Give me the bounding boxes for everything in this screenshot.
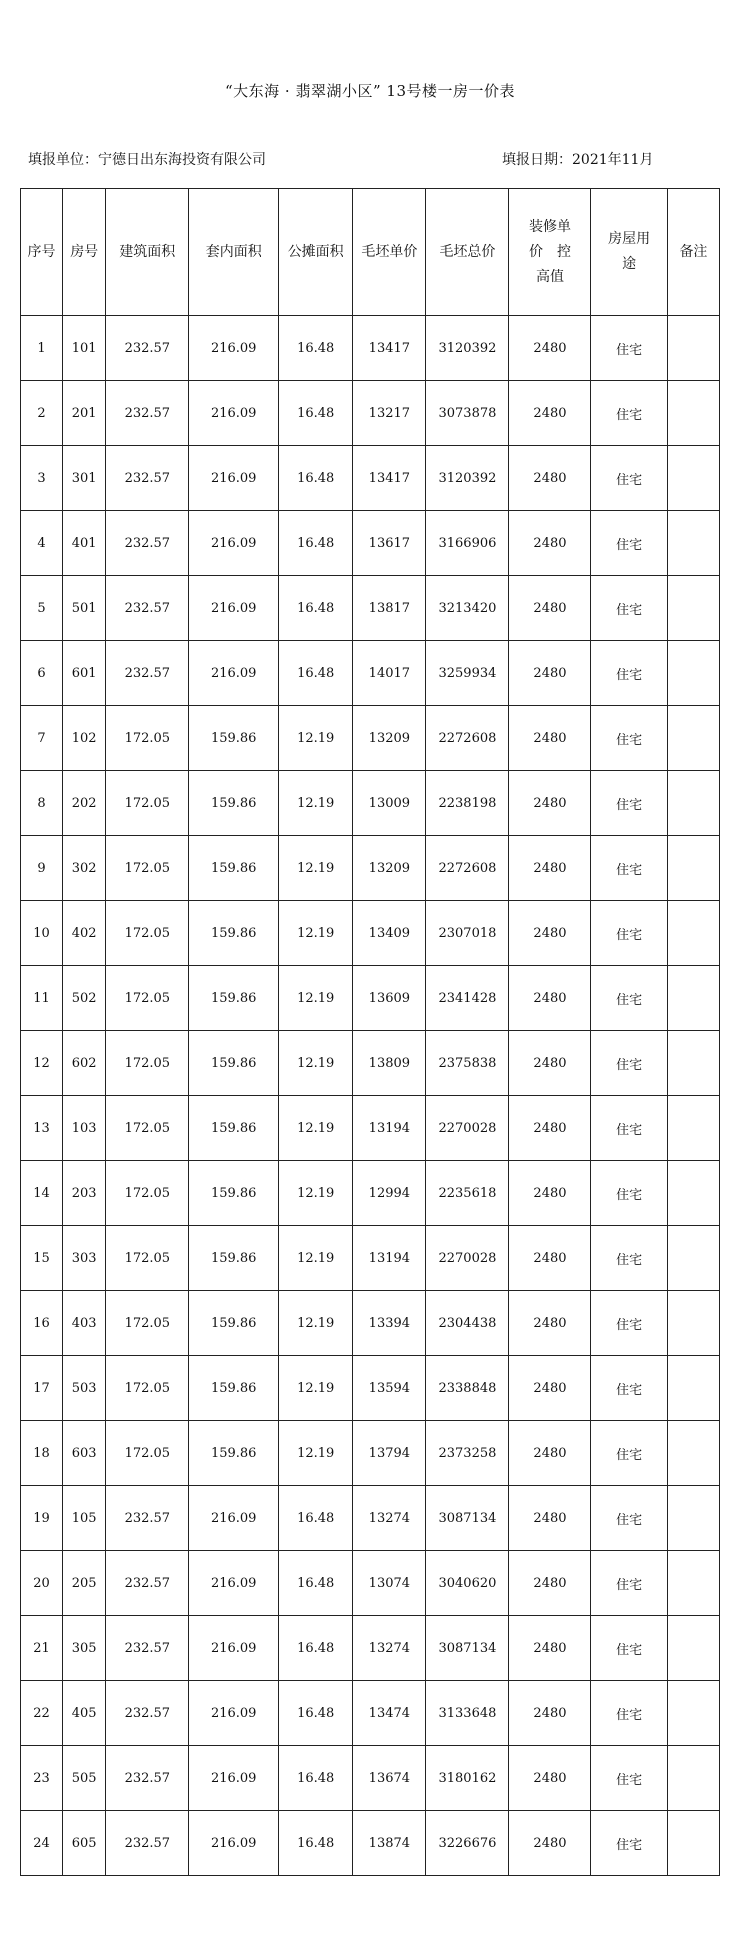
table-row [21,1161,720,1226]
cell-shared-area: 12.19 [279,1161,353,1226]
cell-unit-price: 13009 [353,771,426,836]
cell-unit-price: 12994 [353,1161,426,1226]
cell-total-price: 3120392 [426,446,509,511]
cell-decoration-price-cap: 2480 [509,1746,591,1811]
cell-unit-price: 13874 [353,1811,426,1876]
cell-decoration-price-cap: 2480 [509,1031,591,1096]
cell-room: 502 [63,966,106,1031]
cell-total-price: 3133648 [426,1681,509,1746]
table-body [21,316,720,1876]
cell-gross-area: 232.57 [106,1681,189,1746]
cell-remarks [667,901,719,966]
cell-decoration-price-cap: 2480 [509,1551,591,1616]
cell-seq: 15 [21,1226,63,1291]
table-row [21,706,720,771]
table-row [21,381,720,446]
cell-usage: 住宅 [591,1746,667,1811]
cell-unit-price: 13217 [353,381,426,446]
cell-inner-area: 216.09 [189,641,279,706]
cell-decoration-price-cap: 2480 [509,966,591,1031]
cell-room: 202 [63,771,106,836]
cell-gross-area: 172.05 [106,836,189,901]
cell-total-price: 3073878 [426,381,509,446]
cell-shared-area: 12.19 [279,1226,353,1291]
cell-seq: 13 [21,1096,63,1161]
table-row [21,1616,720,1681]
cell-usage: 住宅 [591,1356,667,1421]
reporting-date-value: 2021年11月 [572,152,654,168]
header-unit-price: 毛坯单价 [353,189,426,316]
cell-usage: 住宅 [591,836,667,901]
cell-gross-area: 172.05 [106,1031,189,1096]
cell-unit-price: 13617 [353,511,426,576]
cell-room: 503 [63,1356,106,1421]
cell-room: 303 [63,1226,106,1291]
cell-gross-area: 232.57 [106,511,189,576]
cell-total-price: 2270028 [426,1226,509,1291]
cell-seq: 20 [21,1551,63,1616]
cell-room: 205 [63,1551,106,1616]
cell-unit-price: 13474 [353,1681,426,1746]
cell-decoration-price-cap: 2480 [509,381,591,446]
cell-decoration-price-cap: 2480 [509,576,591,641]
cell-unit-price: 13409 [353,901,426,966]
cell-inner-area: 216.09 [189,1486,279,1551]
cell-total-price: 2238198 [426,771,509,836]
cell-decoration-price-cap: 2480 [509,1421,591,1486]
header-inner-area: 套内面积 [189,189,279,316]
cell-total-price: 3120392 [426,316,509,381]
cell-gross-area: 172.05 [106,1096,189,1161]
cell-remarks [667,641,719,706]
cell-decoration-price-cap: 2480 [509,901,591,966]
cell-remarks [667,1616,719,1681]
cell-seq: 2 [21,381,63,446]
cell-unit-price: 13417 [353,446,426,511]
cell-shared-area: 12.19 [279,1096,353,1161]
cell-remarks [667,1551,719,1616]
cell-inner-area: 159.86 [189,1226,279,1291]
cell-gross-area: 172.05 [106,1161,189,1226]
cell-gross-area: 232.57 [106,1811,189,1876]
cell-decoration-price-cap: 2480 [509,706,591,771]
header-gross-area: 建筑面积 [106,189,189,316]
cell-shared-area: 16.48 [279,511,353,576]
cell-room: 403 [63,1291,106,1356]
cell-usage: 住宅 [591,1226,667,1291]
cell-seq: 18 [21,1421,63,1486]
cell-shared-area: 12.19 [279,1356,353,1421]
cell-usage: 住宅 [591,511,667,576]
table-row [21,316,720,381]
cell-remarks [667,1746,719,1811]
table-row [21,1291,720,1356]
reporting-date [502,149,653,169]
cell-shared-area: 12.19 [279,1421,353,1486]
cell-unit-price: 13209 [353,836,426,901]
cell-total-price: 3166906 [426,511,509,576]
cell-shared-area: 16.48 [279,641,353,706]
cell-usage: 住宅 [591,1031,667,1096]
cell-total-price: 3180162 [426,1746,509,1811]
cell-inner-area: 159.86 [189,901,279,966]
cell-gross-area: 172.05 [106,1421,189,1486]
cell-decoration-price-cap: 2480 [509,1681,591,1746]
cell-decoration-price-cap: 2480 [509,771,591,836]
cell-room: 401 [63,511,106,576]
cell-remarks [667,1096,719,1161]
cell-seq: 6 [21,641,63,706]
cell-shared-area: 16.48 [279,1681,353,1746]
table-row [21,836,720,901]
table-header-row [21,189,720,316]
cell-seq: 8 [21,771,63,836]
cell-remarks [667,706,719,771]
cell-decoration-price-cap: 2480 [509,836,591,901]
cell-seq: 19 [21,1486,63,1551]
cell-room: 402 [63,901,106,966]
cell-inner-area: 216.09 [189,381,279,446]
reporting-unit-value: 宁德日出东海投资有限公司 [98,152,266,168]
cell-inner-area: 216.09 [189,446,279,511]
table-row [21,1486,720,1551]
cell-decoration-price-cap: 2480 [509,511,591,576]
cell-seq: 21 [21,1616,63,1681]
cell-decoration-price-cap: 2480 [509,641,591,706]
reporting-date-label: 填报日期： [502,152,572,168]
cell-usage: 住宅 [591,576,667,641]
cell-gross-area: 232.57 [106,641,189,706]
cell-usage: 住宅 [591,1161,667,1226]
cell-seq: 4 [21,511,63,576]
cell-usage: 住宅 [591,641,667,706]
cell-total-price: 2373258 [426,1421,509,1486]
cell-inner-area: 159.86 [189,1421,279,1486]
cell-remarks [667,381,719,446]
cell-decoration-price-cap: 2480 [509,1486,591,1551]
table-row [21,1226,720,1291]
cell-shared-area: 16.48 [279,1616,353,1681]
cell-usage: 住宅 [591,1551,667,1616]
cell-inner-area: 216.09 [189,1746,279,1811]
table-row [21,966,720,1031]
cell-total-price: 2235618 [426,1161,509,1226]
cell-decoration-price-cap: 2480 [509,1291,591,1356]
reporting-unit [28,149,266,169]
cell-usage: 住宅 [591,1486,667,1551]
cell-seq: 14 [21,1161,63,1226]
cell-room: 601 [63,641,106,706]
cell-room: 201 [63,381,106,446]
header-decoration-price-cap: 装修单 价 控 高值 [509,189,591,316]
cell-total-price: 3226676 [426,1811,509,1876]
cell-shared-area: 16.48 [279,576,353,641]
cell-room: 603 [63,1421,106,1486]
cell-gross-area: 172.05 [106,706,189,771]
cell-total-price: 2272608 [426,836,509,901]
cell-shared-area: 12.19 [279,771,353,836]
cell-room: 501 [63,576,106,641]
cell-seq: 10 [21,901,63,966]
cell-seq: 3 [21,446,63,511]
cell-room: 605 [63,1811,106,1876]
cell-usage: 住宅 [591,1096,667,1161]
cell-shared-area: 12.19 [279,901,353,966]
table-row [21,576,720,641]
cell-remarks [667,1291,719,1356]
cell-unit-price: 13274 [353,1616,426,1681]
cell-inner-area: 159.86 [189,706,279,771]
cell-seq: 22 [21,1681,63,1746]
cell-gross-area: 232.57 [106,1616,189,1681]
cell-room: 103 [63,1096,106,1161]
cell-gross-area: 232.57 [106,381,189,446]
table-row [21,446,720,511]
cell-room: 301 [63,446,106,511]
cell-unit-price: 13209 [353,706,426,771]
cell-gross-area: 232.57 [106,1746,189,1811]
cell-total-price: 2341428 [426,966,509,1031]
cell-remarks [667,1811,719,1876]
cell-shared-area: 16.48 [279,446,353,511]
cell-unit-price: 13394 [353,1291,426,1356]
table-row [21,1421,720,1486]
cell-remarks [667,1421,719,1486]
cell-total-price: 2338848 [426,1356,509,1421]
cell-inner-area: 159.86 [189,966,279,1031]
cell-total-price: 2270028 [426,1096,509,1161]
cell-inner-area: 159.86 [189,1031,279,1096]
cell-remarks [667,1031,719,1096]
cell-seq: 7 [21,706,63,771]
table-row [21,1811,720,1876]
cell-inner-area: 216.09 [189,576,279,641]
cell-decoration-price-cap: 2480 [509,1616,591,1681]
cell-seq: 16 [21,1291,63,1356]
cell-total-price: 2304438 [426,1291,509,1356]
cell-usage: 住宅 [591,1811,667,1876]
cell-seq: 12 [21,1031,63,1096]
cell-usage: 住宅 [591,771,667,836]
cell-inner-area: 159.86 [189,1291,279,1356]
cell-decoration-price-cap: 2480 [509,1161,591,1226]
cell-inner-area: 216.09 [189,1616,279,1681]
cell-remarks [667,446,719,511]
cell-total-price: 2375838 [426,1031,509,1096]
cell-unit-price: 13794 [353,1421,426,1486]
cell-usage: 住宅 [591,1421,667,1486]
cell-room: 105 [63,1486,106,1551]
cell-unit-price: 13674 [353,1746,426,1811]
cell-remarks [667,1681,719,1746]
cell-remarks [667,511,719,576]
cell-room: 302 [63,836,106,901]
cell-gross-area: 172.05 [106,901,189,966]
cell-seq: 9 [21,836,63,901]
cell-remarks [667,1161,719,1226]
cell-inner-area: 159.86 [189,771,279,836]
table-row [21,901,720,966]
reporting-unit-label: 填报单位： [28,152,98,168]
cell-usage: 住宅 [591,706,667,771]
cell-inner-area: 216.09 [189,511,279,576]
page-title: “大东海 · 翡翠湖小区” 13号楼一房一价表 [225,82,515,100]
cell-shared-area: 16.48 [279,1746,353,1811]
cell-unit-price: 13417 [353,316,426,381]
header-seq: 序号 [21,189,63,316]
cell-seq: 23 [21,1746,63,1811]
cell-inner-area: 216.09 [189,1551,279,1616]
table-row [21,641,720,706]
cell-room: 102 [63,706,106,771]
cell-usage: 住宅 [591,1681,667,1746]
cell-shared-area: 12.19 [279,1031,353,1096]
cell-usage: 住宅 [591,1616,667,1681]
cell-gross-area: 232.57 [106,446,189,511]
cell-unit-price: 14017 [353,641,426,706]
cell-remarks [667,966,719,1031]
cell-total-price: 3087134 [426,1486,509,1551]
cell-total-price: 2272608 [426,706,509,771]
cell-gross-area: 232.57 [106,1486,189,1551]
cell-usage: 住宅 [591,901,667,966]
cell-shared-area: 12.19 [279,1291,353,1356]
header-shared-area: 公摊面积 [279,189,353,316]
cell-remarks [667,1356,719,1421]
cell-inner-area: 216.09 [189,316,279,381]
cell-usage: 住宅 [591,446,667,511]
cell-shared-area: 16.48 [279,316,353,381]
cell-inner-area: 159.86 [189,1161,279,1226]
cell-inner-area: 159.86 [189,836,279,901]
header-total-price: 毛坯总价 [426,189,509,316]
cell-unit-price: 13817 [353,576,426,641]
cell-gross-area: 172.05 [106,1291,189,1356]
cell-unit-price: 13194 [353,1096,426,1161]
cell-inner-area: 216.09 [189,1681,279,1746]
cell-seq: 1 [21,316,63,381]
table-row [21,511,720,576]
cell-unit-price: 13594 [353,1356,426,1421]
cell-gross-area: 232.57 [106,576,189,641]
table-row [21,1096,720,1161]
cell-decoration-price-cap: 2480 [509,1226,591,1291]
cell-seq: 11 [21,966,63,1031]
cell-total-price: 2307018 [426,901,509,966]
cell-remarks [667,316,719,381]
cell-shared-area: 16.48 [279,1486,353,1551]
cell-usage: 住宅 [591,316,667,381]
cell-unit-price: 13074 [353,1551,426,1616]
table-row [21,771,720,836]
cell-unit-price: 13609 [353,966,426,1031]
cell-room: 203 [63,1161,106,1226]
cell-shared-area: 16.48 [279,1551,353,1616]
cell-room: 505 [63,1746,106,1811]
header-room: 房号 [63,189,106,316]
cell-unit-price: 13194 [353,1226,426,1291]
cell-remarks [667,771,719,836]
cell-inner-area: 159.86 [189,1356,279,1421]
cell-remarks [667,1486,719,1551]
price-table [20,188,720,1876]
table-row [21,1746,720,1811]
cell-shared-area: 12.19 [279,966,353,1031]
cell-decoration-price-cap: 2480 [509,1811,591,1876]
table-row [21,1681,720,1746]
cell-gross-area: 172.05 [106,1356,189,1421]
cell-decoration-price-cap: 2480 [509,1356,591,1421]
cell-gross-area: 232.57 [106,316,189,381]
cell-room: 101 [63,316,106,381]
cell-remarks [667,836,719,901]
cell-shared-area: 12.19 [279,706,353,771]
header-usage: 房屋用 途 [591,189,667,316]
cell-total-price: 3259934 [426,641,509,706]
cell-inner-area: 159.86 [189,1096,279,1161]
cell-unit-price: 13809 [353,1031,426,1096]
table-row [21,1031,720,1096]
cell-usage: 住宅 [591,381,667,446]
cell-room: 305 [63,1616,106,1681]
cell-total-price: 3213420 [426,576,509,641]
cell-unit-price: 13274 [353,1486,426,1551]
cell-gross-area: 232.57 [106,1551,189,1616]
cell-inner-area: 216.09 [189,1811,279,1876]
cell-total-price: 3087134 [426,1616,509,1681]
cell-gross-area: 172.05 [106,1226,189,1291]
cell-decoration-price-cap: 2480 [509,446,591,511]
header-remarks: 备注 [667,189,719,316]
table-row [21,1551,720,1616]
cell-gross-area: 172.05 [106,771,189,836]
cell-decoration-price-cap: 2480 [509,316,591,381]
cell-remarks [667,576,719,641]
cell-seq: 17 [21,1356,63,1421]
cell-room: 602 [63,1031,106,1096]
cell-gross-area: 172.05 [106,966,189,1031]
cell-usage: 住宅 [591,966,667,1031]
cell-shared-area: 16.48 [279,381,353,446]
table-row [21,1356,720,1421]
cell-seq: 5 [21,576,63,641]
cell-room: 405 [63,1681,106,1746]
cell-shared-area: 16.48 [279,1811,353,1876]
cell-seq: 24 [21,1811,63,1876]
cell-usage: 住宅 [591,1291,667,1356]
cell-decoration-price-cap: 2480 [509,1096,591,1161]
cell-total-price: 3040620 [426,1551,509,1616]
cell-shared-area: 12.19 [279,836,353,901]
cell-remarks [667,1226,719,1291]
